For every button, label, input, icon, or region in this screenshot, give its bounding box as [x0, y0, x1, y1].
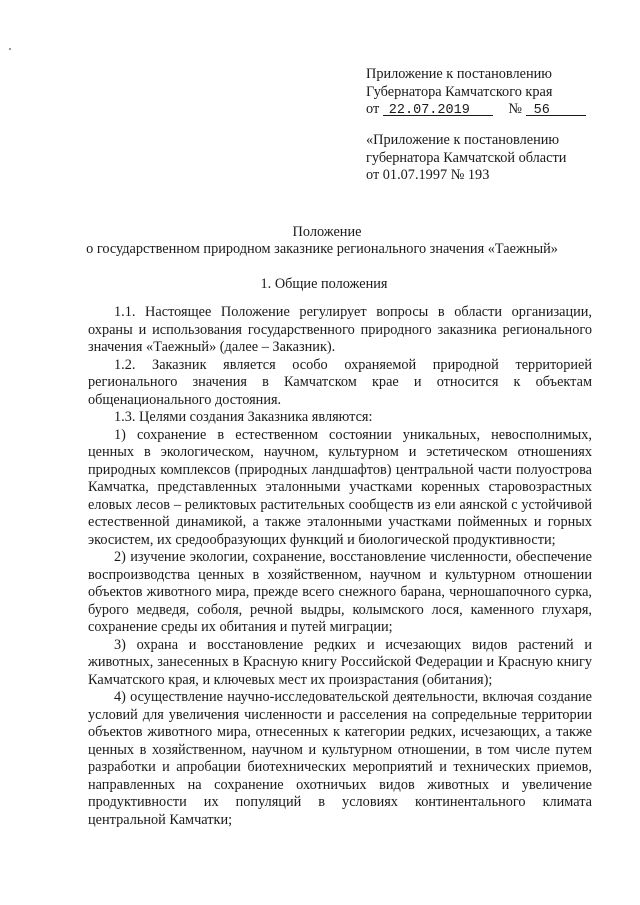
appendix-original: [366, 132, 606, 185]
date-value: 22.07.2019: [388, 103, 470, 118]
appendix-line: Губернатора Камчатского края: [366, 83, 553, 100]
document-title: Положение: [292, 224, 362, 240]
section-heading: 1. Общие положения: [260, 276, 388, 292]
document-subtitle: о государственном природном заказнике регионального значения «Таежный»: [86, 241, 558, 257]
paragraph: 1.2. Заказник является особо охраняемой природной территорией регионального значения в Камчатском крае и относится к объектам общенационального достояния.: [88, 356, 592, 408]
scan-mark: [9, 48, 11, 50]
appendix-date-number-line: [366, 101, 606, 119]
appendix-line: от 01.07.1997 № 193: [366, 167, 490, 183]
date-field: [383, 101, 493, 116]
appendix-current: [366, 66, 606, 119]
paragraph: 1.1. Настоящее Положение регулирует вопросы в области организации, охраны и использования государственного природного заказника регионального значения «Таежный» (далее – Заказник).: [88, 304, 592, 355]
paragraph: 3) охрана и восстановление редких и исчезающих видов растений и животных, занесенных в Красную книгу Российской Федерации и Красную книгу Камчатского края, и ключевых мест их произрастания (обитания);: [88, 636, 592, 688]
paragraph: 4) осуществление научно-исследовательской деятельности, включая создание условий для увеличения численности и расселения на сопредельные территории объектов животного мира, отнесенных к категории редких, исчезающих, а также ценных в хозяйственном, научном и культурном отношении, в том числе путем разработки и апробации биотехнических мероприятий и технических приемов, направленных на сохранение охотничьих видов животных и увеличение продуктивности их популяций в условиях континентального климата центральной Камчатки;: [88, 689, 592, 828]
number-label: №: [508, 101, 523, 117]
appendix-line: «Приложение к постановлению: [366, 132, 560, 148]
from-label: от: [366, 101, 380, 117]
appendix-line: губернатора Камчатской области: [366, 149, 567, 166]
paragraph: 1) сохранение в естественном состоянии уникальных, невосполнимых, ценных в экологическом, научном, культурном и эстетическом отношениях природных комплексов (природных ландшафтов) центральной части полуострова Камчатка, представленных эталонными участками коренных старовозрастных еловых лесов – реликтовых растительных сообществ из ели аянской с устойчивой естественной динамикой, а также эталонными участками пойменных и горных экосистем, их средообразующих функций и биологической продуктивности;: [88, 426, 592, 548]
paragraph: 1.3. Целями создания Заказника являются:: [114, 409, 373, 425]
paragraph: 2) изучение экологии, сохранение, восстановление численности, обеспечение воспроизводства ценных в хозяйственном, научном и культурном отношении объектов животного мира, прежде всего снежного барана, черношапочного сурка, бурого медведя, соболя, речной выдры, колымского лося, каменного глухаря, сохранение среды их обитания и путей миграции;: [88, 549, 592, 635]
appendix-line: Приложение к постановлению: [366, 66, 552, 82]
document-body: [88, 304, 592, 829]
number-field: [526, 101, 586, 116]
number-value: 56: [533, 103, 550, 118]
